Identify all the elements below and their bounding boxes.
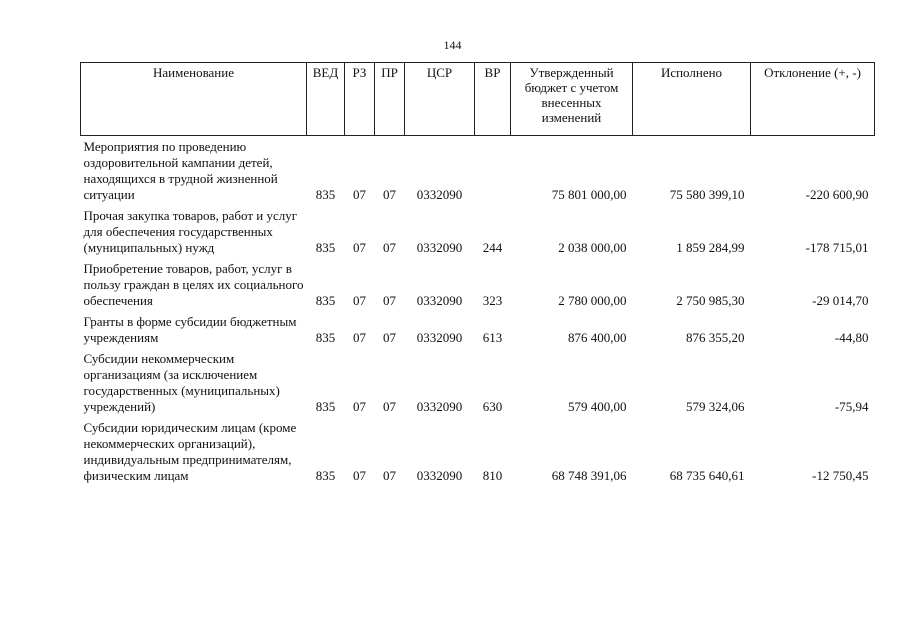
table-row <box>81 312 875 349</box>
row-approved: 876 400,00 <box>568 330 627 345</box>
row-ved: 835 <box>315 187 336 202</box>
row-pr: 07 <box>383 187 396 202</box>
header-executed: Исполнено <box>633 63 751 136</box>
row-approved: 75 801 000,00 <box>551 187 627 202</box>
header-pr: ПР <box>375 63 405 136</box>
budget-table <box>80 62 875 487</box>
header-vr: ВР <box>475 63 511 136</box>
row-deviation: -44,80 <box>834 330 869 345</box>
row-deviation: -75,94 <box>834 399 869 414</box>
row-csr: 0332090 <box>416 468 463 483</box>
table-header-row <box>81 63 875 136</box>
row-executed: 68 735 640,61 <box>669 468 745 483</box>
header-csr: ЦСР <box>405 63 475 136</box>
row-name: Приобретение товаров, работ, услуг в пользу граждан в целях их социального обеспечения <box>83 261 304 308</box>
row-rz: 07 <box>353 330 366 345</box>
row-csr: 0332090 <box>416 399 463 414</box>
row-ved: 835 <box>315 399 336 414</box>
row-approved: 68 748 391,06 <box>551 468 627 483</box>
row-name: Мероприятия по проведению оздоровительной кампании детей, находящихся в трудной жизненной ситуации <box>83 139 278 202</box>
row-deviation: -29 014,70 <box>812 293 869 308</box>
table-row <box>81 349 875 418</box>
row-deviation: -12 750,45 <box>812 468 869 483</box>
row-csr: 0332090 <box>416 240 463 255</box>
row-pr: 07 <box>383 399 396 414</box>
table-row <box>81 418 875 487</box>
row-csr: 0332090 <box>416 187 463 202</box>
row-approved: 2 780 000,00 <box>558 293 627 308</box>
row-pr: 07 <box>383 468 396 483</box>
row-vr: 244 <box>482 240 503 255</box>
row-rz: 07 <box>353 240 366 255</box>
row-ved: 835 <box>315 240 336 255</box>
row-pr: 07 <box>383 330 396 345</box>
header-approved: Утвержденный бюджет с учетом внесенных изменений <box>511 63 633 136</box>
table-row <box>81 206 875 259</box>
row-ved: 835 <box>315 330 336 345</box>
row-name: Прочая закупка товаров, работ и услуг для обеспечения государственных (муниципальных) нужд <box>83 208 298 255</box>
row-approved: 2 038 000,00 <box>558 240 627 255</box>
row-ved: 835 <box>315 293 336 308</box>
row-executed: 876 355,20 <box>686 330 745 345</box>
row-vr: 613 <box>482 330 503 345</box>
header-deviation: Отклонение (+, -) <box>751 63 875 136</box>
row-rz: 07 <box>353 399 366 414</box>
header-name: Наименование <box>81 63 307 136</box>
row-vr: 323 <box>482 293 503 308</box>
row-vr: 630 <box>482 399 503 414</box>
row-deviation: -178 715,01 <box>805 240 869 255</box>
table-row <box>81 259 875 312</box>
row-deviation: -220 600,90 <box>805 187 869 202</box>
row-executed: 75 580 399,10 <box>669 187 745 202</box>
row-executed: 579 324,06 <box>686 399 745 414</box>
row-name: Субсидии некоммерческим организациям (за исключением государственных (муниципальных) учреждений) <box>83 351 280 414</box>
row-approved: 579 400,00 <box>568 399 627 414</box>
row-csr: 0332090 <box>416 330 463 345</box>
row-name: Субсидии юридическим лицам (кроме некоммерческих организаций), индивидуальным предпринимателям, физическим лицам <box>83 420 297 483</box>
table-row <box>81 136 875 207</box>
row-rz: 07 <box>353 293 366 308</box>
row-executed: 2 750 985,30 <box>676 293 745 308</box>
row-vr: 810 <box>482 468 503 483</box>
header-ved: ВЕД <box>307 63 345 136</box>
row-ved: 835 <box>315 468 336 483</box>
row-executed: 1 859 284,99 <box>676 240 745 255</box>
row-pr: 07 <box>383 293 396 308</box>
row-rz: 07 <box>353 187 366 202</box>
row-name: Гранты в форме субсидии бюджетным учреждениям <box>83 314 297 345</box>
header-rz: РЗ <box>345 63 375 136</box>
row-pr: 07 <box>383 240 396 255</box>
page-number: 144 <box>443 38 462 52</box>
row-vr <box>475 136 511 207</box>
row-csr: 0332090 <box>416 293 463 308</box>
row-rz: 07 <box>353 468 366 483</box>
